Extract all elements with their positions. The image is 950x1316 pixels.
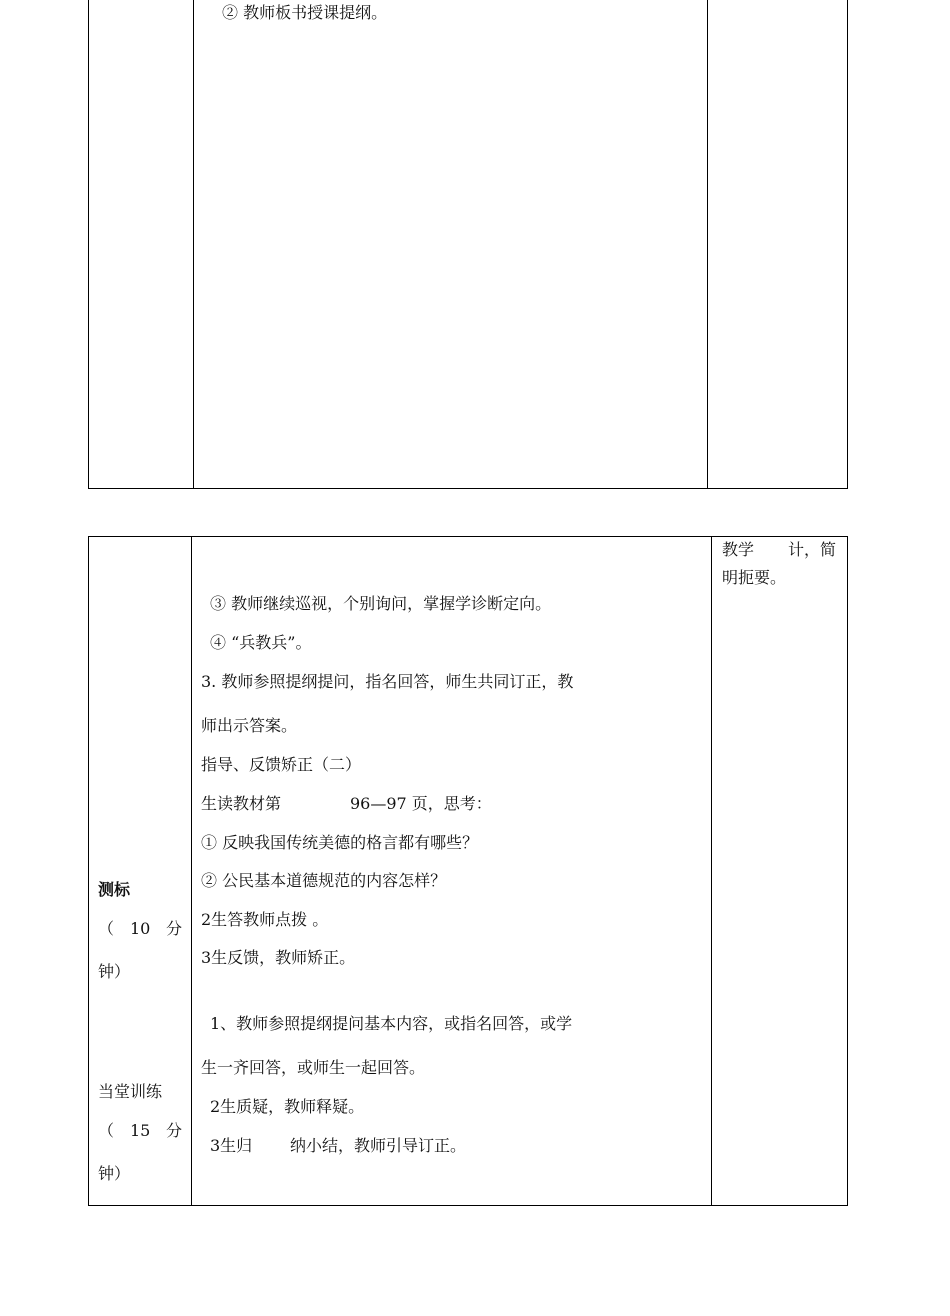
phase-time-value: 15 [130, 1121, 151, 1140]
table1-text-line: ② 教师板书授课提纲。 [222, 3, 388, 22]
step-line: 生读教材第 [201, 794, 282, 813]
phase-title-training: 当堂训练 [98, 1082, 163, 1101]
phase-time-close: 钟） [98, 1164, 131, 1183]
section-heading: 指导、反馈矫正（二） [201, 755, 362, 774]
step-line: 3生归 [210, 1136, 253, 1155]
table1-divider-right [707, 0, 708, 489]
step-line: 1、教师参照提纲提问基本内容，或指名回答，或学 [210, 1014, 573, 1033]
phase-time-open: （ [98, 919, 115, 938]
note-text: 教学 [722, 540, 755, 559]
note-text: 计，简 [788, 540, 837, 559]
step-line: 师出示答案。 [201, 716, 298, 735]
step-line: ④ “兵教兵”。 [210, 633, 312, 652]
question-line: ② 公民基本道德规范的内容怎样？ [201, 871, 447, 890]
table2-divider-right [711, 536, 712, 1206]
step-line: 96—97 页，思考： [350, 794, 492, 813]
step-line: 纳小结，教师引导订正。 [290, 1136, 467, 1155]
lesson-table-1 [88, 0, 848, 489]
note-text: 明扼要。 [722, 568, 787, 587]
phase-time-open: （ [98, 1121, 115, 1140]
table2-divider-left [191, 536, 192, 1206]
phase-time-close: 钟） [98, 962, 131, 981]
step-line: 3生反馈，教师矫正。 [201, 948, 356, 967]
phase-time-unit: 分 [166, 919, 183, 938]
table1-divider-left [193, 0, 194, 489]
step-line: 3. 教师参照提纲提问，指名回答，师生共同订正，教 [201, 672, 574, 691]
phase-time-unit: 分 [166, 1121, 183, 1140]
step-line: ③ 教师继续巡视，个别询问，掌握学诊断定向。 [210, 594, 552, 613]
phase-title-test: 测标 [98, 880, 131, 899]
phase-time-value: 10 [130, 919, 151, 938]
step-line: 2生质疑，教师释疑。 [210, 1097, 365, 1116]
step-line: 生一齐回答，或师生一起回答。 [201, 1058, 426, 1077]
step-line: 2生答教师点拨 。 [201, 910, 329, 929]
question-line: ① 反映我国传统美德的格言都有哪些？ [201, 833, 479, 852]
